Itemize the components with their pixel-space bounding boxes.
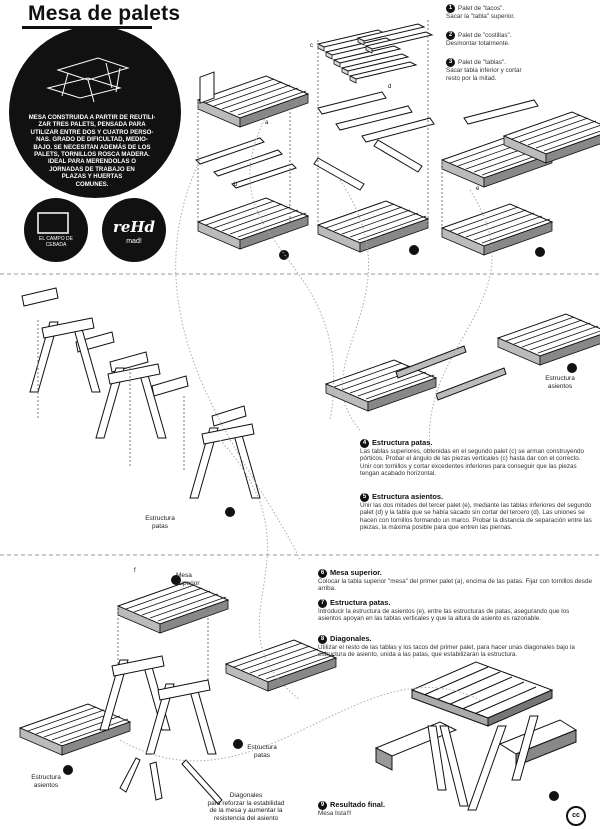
logo-campo-cebada: EL CAMPO DE CEBADA — [39, 236, 73, 248]
label-estructura-asientos-mid: Estructura asientos — [545, 375, 575, 390]
step-8-title: Diagonales. — [330, 634, 372, 643]
step-4-number: 4 — [360, 439, 369, 448]
step-7 — [318, 598, 594, 623]
step-5 — [360, 492, 592, 532]
step-1 — [446, 4, 596, 21]
step-5-number: 5 — [360, 493, 369, 502]
step-9-number: 9 — [318, 801, 327, 810]
step-7-text: Introducir la estructura de asientos (e), entre las estructuras de patas, asegurando que los asientos apoyan en las tablas verticales y que la altura de asiento es razonable. — [318, 607, 570, 623]
part-letter-b: b — [234, 182, 238, 188]
part-letter-a: a — [265, 120, 269, 126]
step-9-text: Mesa lista!!! — [318, 809, 352, 817]
creative-commons-icon: cc — [566, 806, 586, 826]
step-1-number: 1 — [446, 4, 455, 13]
step-2-text: Palet de "costillas". Desmontar totalmente. — [446, 32, 512, 47]
step-8-text: Utilizar el resto de las tablas y los tacos del primer palet, para hacer unas diagonales bajo la estructura de asiento, unida a las patas, que estabilizarán la estructura. — [318, 643, 575, 659]
step-3-number: 3 — [446, 58, 455, 67]
part-letter-f: f — [134, 568, 136, 574]
logo-rehd: reHd — [112, 218, 156, 236]
logo-rehd-sub: mad! — [126, 238, 142, 245]
step-7-number: 7 — [318, 599, 327, 608]
step-8-number: 8 — [318, 635, 327, 644]
step-3-text: Palet de "tablas". Sacar tabla inferior y cortar resto por la mitad. — [446, 59, 522, 82]
page-title: Mesa de palets — [28, 2, 181, 25]
part-letter-d: d — [388, 84, 392, 90]
step-1-text: Palet de "tacos". Sacar la "tabla" superior. — [446, 5, 515, 20]
step-6-title: Mesa superior. — [330, 568, 382, 577]
step-6 — [318, 568, 594, 593]
label-estructura-asientos-bottom: Estructura asientos — [31, 774, 61, 789]
label-diagonales: Diagonales para reforzar la estabilidad de la mesa y aumentar la resistencia del asiento — [207, 792, 285, 822]
step-4 — [360, 438, 592, 478]
step-8 — [318, 634, 594, 659]
step-4-text: Las tablas superiores, obtenidas en el segundo palet (c) se arman construyendo pórticos. Probar el ángulo de las piezas verticales (c) hasta dar con el correcto. Unir con tornillos y cortar excedentes inferiores para conseguir que las piezas tengan acabado horizontal. — [360, 447, 585, 478]
step-4-title: Estructura patas. — [372, 438, 433, 447]
intro-text: MESA CONSTRUIDA A PARTIR DE REUTILI- ZAR TRES PALETS, PENSADA PARA UTILIZAR ENTRE DOS Y CUATRO PERSO- NAS. GRADO DE DIFICULTAD, MEDIO- BAJO. SE NECESITAN ADEMÁS DE LOS PALETS, TORNILLOS ROSCA MADERA. IDEAL PARA MERENDOLAS O JORNADAS DE TRABAJO EN PLAZAS Y HUERTAS COMUNES. — [28, 114, 156, 188]
step-5-title: Estructura asientos. — [372, 492, 444, 501]
step-7-title: Estructura patas. — [330, 598, 391, 607]
step-6-text: Colocar la tabla superior "mesa" del primer palet (a), encima de las patas. Fijar con tornillos desde arriba. — [318, 577, 592, 593]
step-5-text: Unir las dos mitades del tercer palet (e), mediante las tablas inferiores del segundo palet (d) y la tabla que se había sacado sin cortar del tercero (d). Las uniones se hacen con tornillos formando un marco. Probar la distancia de separación entre las piezas, la máxima posible para que entren las piernas. — [360, 501, 592, 532]
step-9-title: Resultado final. — [330, 800, 386, 809]
step-2-number: 2 — [446, 31, 455, 40]
step-9 — [318, 800, 438, 817]
step-2 — [446, 31, 596, 48]
step-3 — [446, 58, 596, 82]
part-letter-c: c — [310, 43, 313, 49]
label-mesa-superior: Mesa superior — [176, 572, 200, 587]
part-letter-e: e — [476, 186, 480, 192]
label-estructura-patas-bottom: Estructura patas — [247, 744, 277, 759]
step-6-number: 6 — [318, 569, 327, 578]
title-underline — [22, 26, 152, 29]
label-estructura-patas-mid: Estructura patas — [145, 515, 175, 530]
